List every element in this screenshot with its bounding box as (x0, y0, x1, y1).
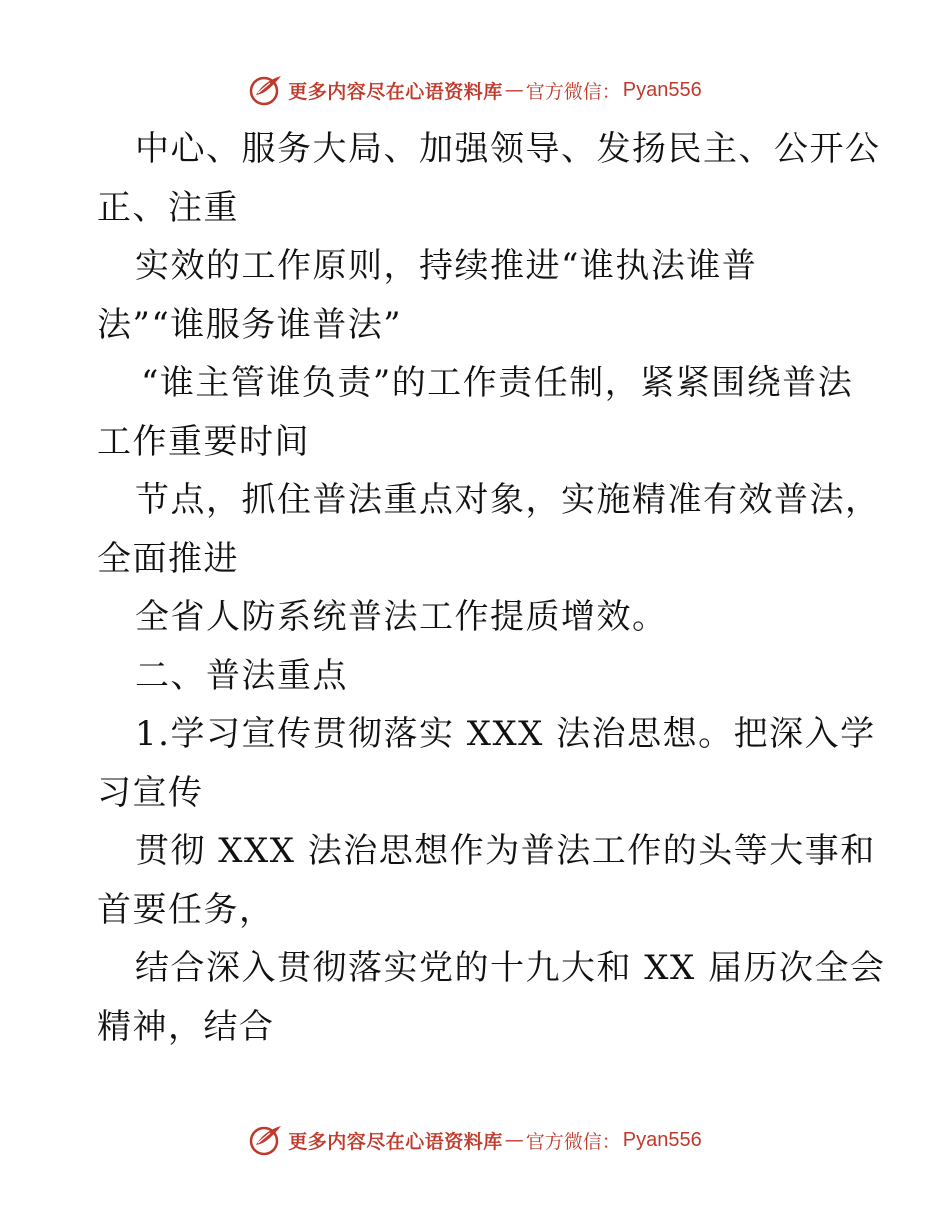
watermark-official-label: 官方微信： (525, 1130, 621, 1153)
body-line: “谁主管谁负责”的工作责任制，紧紧围绕普法 (141, 363, 854, 403)
body-line: 首要任务， (97, 889, 275, 930)
document-body (97, 120, 886, 1056)
quill-pen-icon (248, 73, 284, 107)
quill-pen-icon (248, 1123, 284, 1157)
body-line: 全省人防系统普法工作提质增效。 (135, 597, 668, 637)
watermark-wechat-id: Pyan556 (622, 1128, 702, 1151)
body-line: 贯彻 XXX 法治思想作为普法工作的头等大事和 (135, 831, 876, 871)
watermark-brand-text: 更多内容尽在心语资料库 (288, 80, 503, 103)
footer-watermark (0, 1123, 950, 1157)
body-line: 结合深入贯彻落实党的十九大和 XX 届历次全会 (135, 948, 886, 988)
body-line: 法”“谁服务谁普法” (97, 304, 403, 345)
body-line: 习宣传 (97, 772, 204, 813)
watermark-brand-text: 更多内容尽在心语资料库 (288, 1130, 503, 1153)
section-heading: 二、普法重点 (135, 655, 348, 696)
body-line: 实效的工作原则，持续推进“谁执法谁普 (135, 246, 758, 286)
body-line: 正、注重 (97, 187, 239, 228)
body-line: 精神，结合 (97, 1006, 275, 1047)
watermark-dash: — (504, 1129, 524, 1151)
header-watermark (0, 73, 950, 107)
body-line: 1.学习宣传贯彻落实 XXX 法治思想。把深入学 (135, 714, 876, 754)
watermark-official-label: 官方微信： (525, 80, 621, 103)
body-line: 中心、服务大局、加强领导、发扬民主、公开公 (135, 129, 881, 169)
body-line: 节点，抓住普法重点对象，实施精准有效普法， (135, 480, 881, 520)
watermark-dash: — (504, 79, 524, 101)
body-line: 工作重要时间 (97, 421, 310, 462)
watermark-wechat-id: Pyan556 (622, 78, 702, 101)
body-line: 全面推进 (97, 538, 239, 579)
